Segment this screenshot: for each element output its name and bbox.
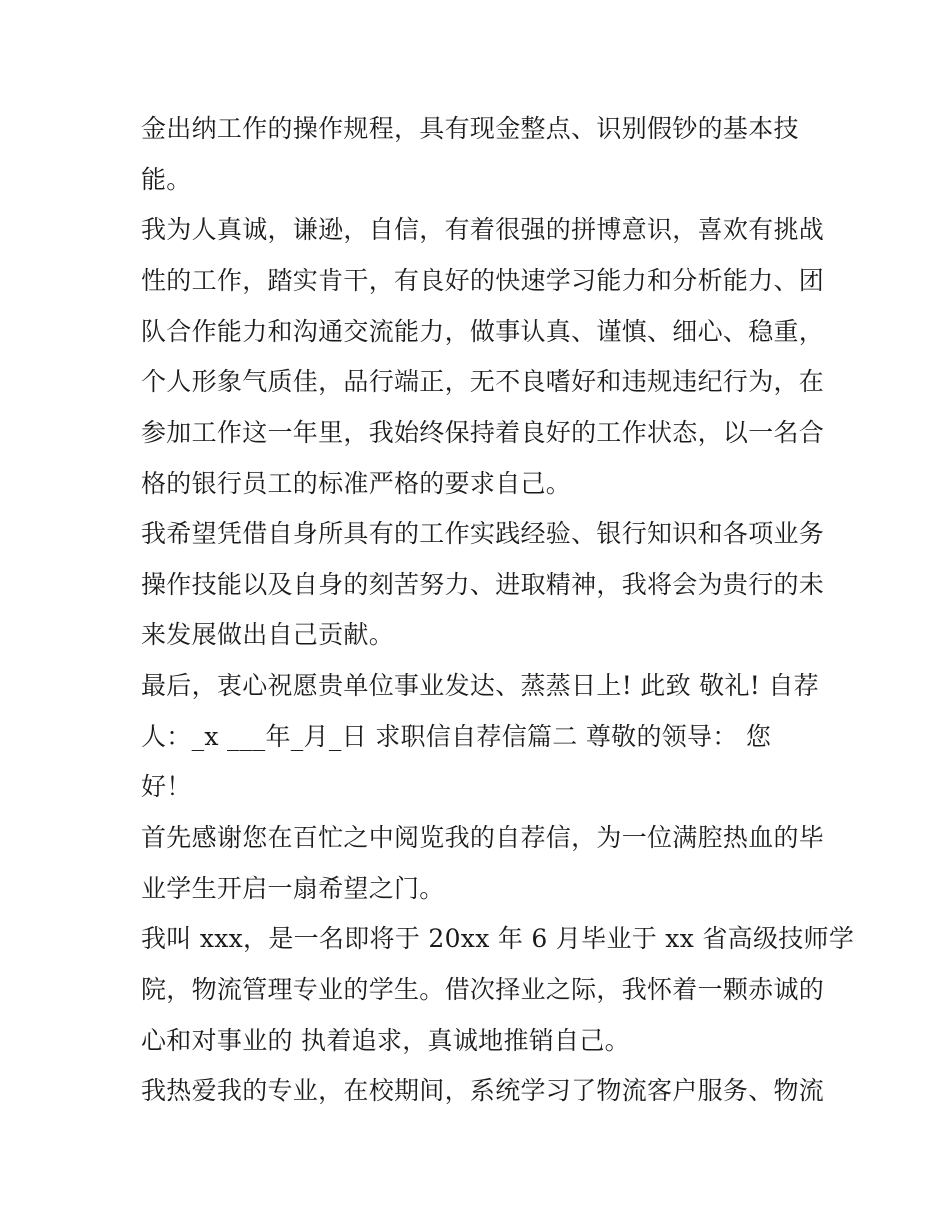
text-line: 格的银行员工的标准严格的要求自己。 [141,469,572,498]
text-line: 个人形象气质佳，品行端正，无不良嗜好和违规违纪行为，在 [141,367,825,396]
text-line: 我热爱我的专业，在校期间，系统学习了物流客户服务、物流 [141,1076,825,1105]
text-line: 最后，衷心祝愿贵单位事业发达、蒸蒸日上! 此致 敬礼! 自荐 [141,671,819,700]
text-line: 好！ [141,772,192,801]
text-line: 首先感谢您在百忙之中阅览我的自荐信，为一位满腔热血的毕 [141,823,825,852]
text-line: 我为人真诚，谦逊，自信，有着很强的拼博意识，喜欢有挑战 [141,215,825,244]
text-line: 我叫 xxx，是一名即将于 20xx 年 6 月毕业于 xx 省高级技师学 [141,924,855,953]
text-line: 性的工作，踏实肯干，有良好的快速学习能力和分析能力、团 [141,266,825,295]
text-line: 操作技能以及自身的刻苦努力、进取精神，我将会为贵行的未 [141,570,825,599]
text-line: 人：_x ___年_月_日 求职信自荐信篇二 尊敬的领导： 您 [141,722,772,751]
text-line: 参加工作这一年里，我始终保持着良好的工作状态，以一名合 [141,418,825,447]
text-line: 金出纳工作的操作规程，具有现金整点、识别假钞的基本技 [141,114,799,143]
text-line: 我希望凭借自身所具有的工作实践经验、银行知识和各项业务 [141,519,825,548]
text-line: 来发展做出自己贡献。 [141,620,395,649]
text-line: 能。 [141,165,192,194]
text-line: 院，物流管理专业的学生。借次择业之际，我怀着一颗赤诚的 [141,975,825,1004]
text-line: 队合作能力和沟通交流能力，做事认真、谨慎、细心、稳重， [141,317,825,346]
text-line: 心和对事业的 执着追求，真诚地推销自己。 [141,1026,630,1055]
text-line: 业学生开启一扇希望之门。 [141,874,445,903]
